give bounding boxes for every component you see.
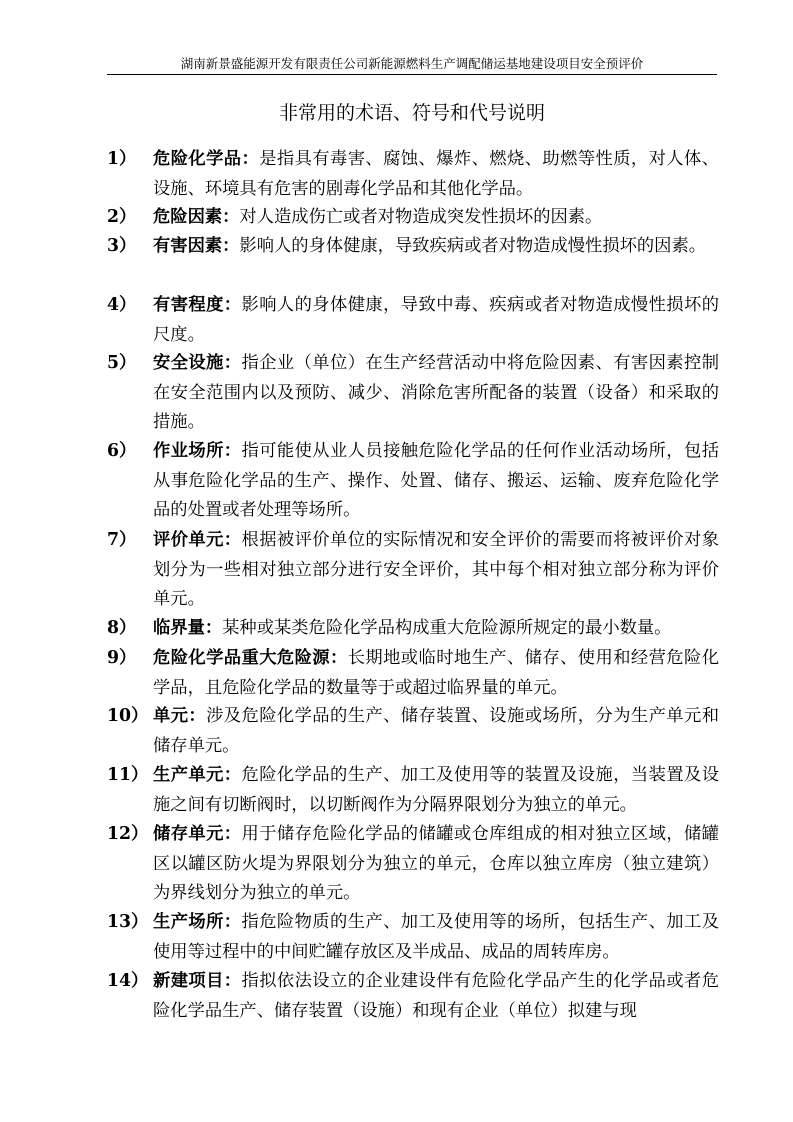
term-name: 危险因素： bbox=[153, 207, 240, 227]
term-description: 某种或某类危险化学品构成重大危险源所规定的最小数量。 bbox=[222, 618, 672, 638]
term-name: 评价单元： bbox=[153, 530, 242, 550]
term-number: 10） bbox=[107, 706, 149, 726]
term-name: 临界量： bbox=[153, 618, 223, 638]
term-item bbox=[107, 437, 719, 526]
term-number: 12） bbox=[107, 824, 149, 844]
term-description: 是指具有毒害、腐蚀、爆炸、燃烧、助燃等性质，对人体、设施、环境具有危害的剧毒化学品和其他化学品。 bbox=[153, 149, 719, 199]
term-name: 有害因素： bbox=[153, 236, 240, 256]
term-name: 新建项目： bbox=[153, 971, 242, 991]
running-header: 湖南新景盛能源开发有限责任公司新能源燃料生产调配储运基地建设项目安全预评价 bbox=[180, 56, 644, 71]
term-description: 用于储存危险化学品的储罐或仓库组成的相对独立区域，储罐区以罐区防火堤为界限划分为独立的单元，仓库以独立库房（独立建筑）为界线划分为独立的单元。 bbox=[153, 824, 719, 903]
term-item bbox=[107, 820, 719, 909]
term-item bbox=[107, 203, 719, 233]
term-number: 11） bbox=[107, 765, 149, 785]
term-item bbox=[107, 702, 719, 761]
term-name: 作业场所： bbox=[153, 441, 242, 461]
term-item bbox=[107, 908, 719, 967]
term-name: 单元： bbox=[153, 706, 207, 726]
term-description: 根据被评价单位的实际情况和安全评价的需要而将被评价对象划分为一些相对独立部分进行安全评价，其中每个相对独立部分称为评价单元。 bbox=[153, 530, 719, 609]
term-item bbox=[107, 291, 719, 350]
term-number: 3） bbox=[107, 236, 137, 256]
term-name: 危险化学品重大危险源： bbox=[153, 648, 348, 668]
term-description: 影响人的身体健康，导致中毒、疾病或者对物造成慢性损坏的尺度。 bbox=[153, 295, 719, 345]
term-description: 对人造成伤亡或者对物造成突发性损坏的因素。 bbox=[239, 207, 603, 227]
term-description: 长期地或临时地生产、储存、使用和经营危险化学品，且危险化学品的数量等于或超过临界量的单元。 bbox=[153, 648, 719, 698]
term-item bbox=[107, 232, 719, 262]
term-number: 8） bbox=[107, 618, 137, 638]
term-description: 涉及危险化学品的生产、储存装置、设施或场所，分为生产单元和储存单元。 bbox=[153, 706, 719, 756]
term-item bbox=[107, 145, 719, 204]
section-title: 非常用的术语、符号和代号说明 bbox=[278, 102, 545, 124]
term-number: 1） bbox=[107, 149, 137, 169]
term-description: 危险化学品的生产、加工及使用等的装置及设施，当装置及设施之间有切断阀时，以切断阀作为分隔界限划分为独立的单元。 bbox=[153, 765, 719, 815]
term-item bbox=[107, 614, 719, 644]
term-number: 13） bbox=[107, 912, 149, 932]
term-description: 指可能使从业人员接触危险化学品的任何作业活动场所，包括从事危险化学品的生产、操作、处置、储存、搬运、运输、废弃危险化学品的处置或者处理等场所。 bbox=[153, 441, 719, 520]
term-item bbox=[107, 644, 719, 703]
term-number: 6） bbox=[107, 441, 137, 461]
term-item bbox=[107, 349, 719, 438]
term-item bbox=[107, 761, 719, 820]
term-name: 储存单元： bbox=[153, 824, 242, 844]
term-name: 危险化学品： bbox=[153, 149, 260, 169]
term-item bbox=[107, 526, 719, 615]
term-number: 7） bbox=[107, 530, 137, 550]
term-number: 5） bbox=[107, 353, 137, 373]
term-item bbox=[107, 967, 719, 1026]
term-name: 生产单元： bbox=[153, 765, 242, 785]
term-number: 9） bbox=[107, 648, 137, 668]
term-number: 4） bbox=[107, 295, 137, 315]
term-number: 2） bbox=[107, 207, 137, 227]
term-name: 生产场所： bbox=[153, 912, 242, 932]
term-description: 指危险物质的生产、加工及使用等的场所，包括生产、加工及使用等过程中的中间贮罐存放区及半成品、成品的周转库房。 bbox=[153, 912, 719, 962]
term-description: 指企业（单位）在生产经营活动中将危险因素、有害因素控制在安全范围内以及预防、减少、消除危害所配备的装置（设备）和采取的措施。 bbox=[153, 353, 719, 432]
term-description: 影响人的身体健康，导致疾病或者对物造成慢性损坏的因素。 bbox=[239, 236, 707, 256]
term-name: 有害程度： bbox=[153, 295, 242, 315]
term-name: 安全设施： bbox=[153, 353, 242, 373]
term-number: 14） bbox=[107, 971, 149, 991]
term-description: 指拟依法设立的企业建设伴有危险化学品产生的化学品或者危险化学品生产、储存装置（设施）和现有企业（单位）拟建与现 bbox=[153, 971, 719, 1021]
header-rule bbox=[107, 74, 717, 75]
